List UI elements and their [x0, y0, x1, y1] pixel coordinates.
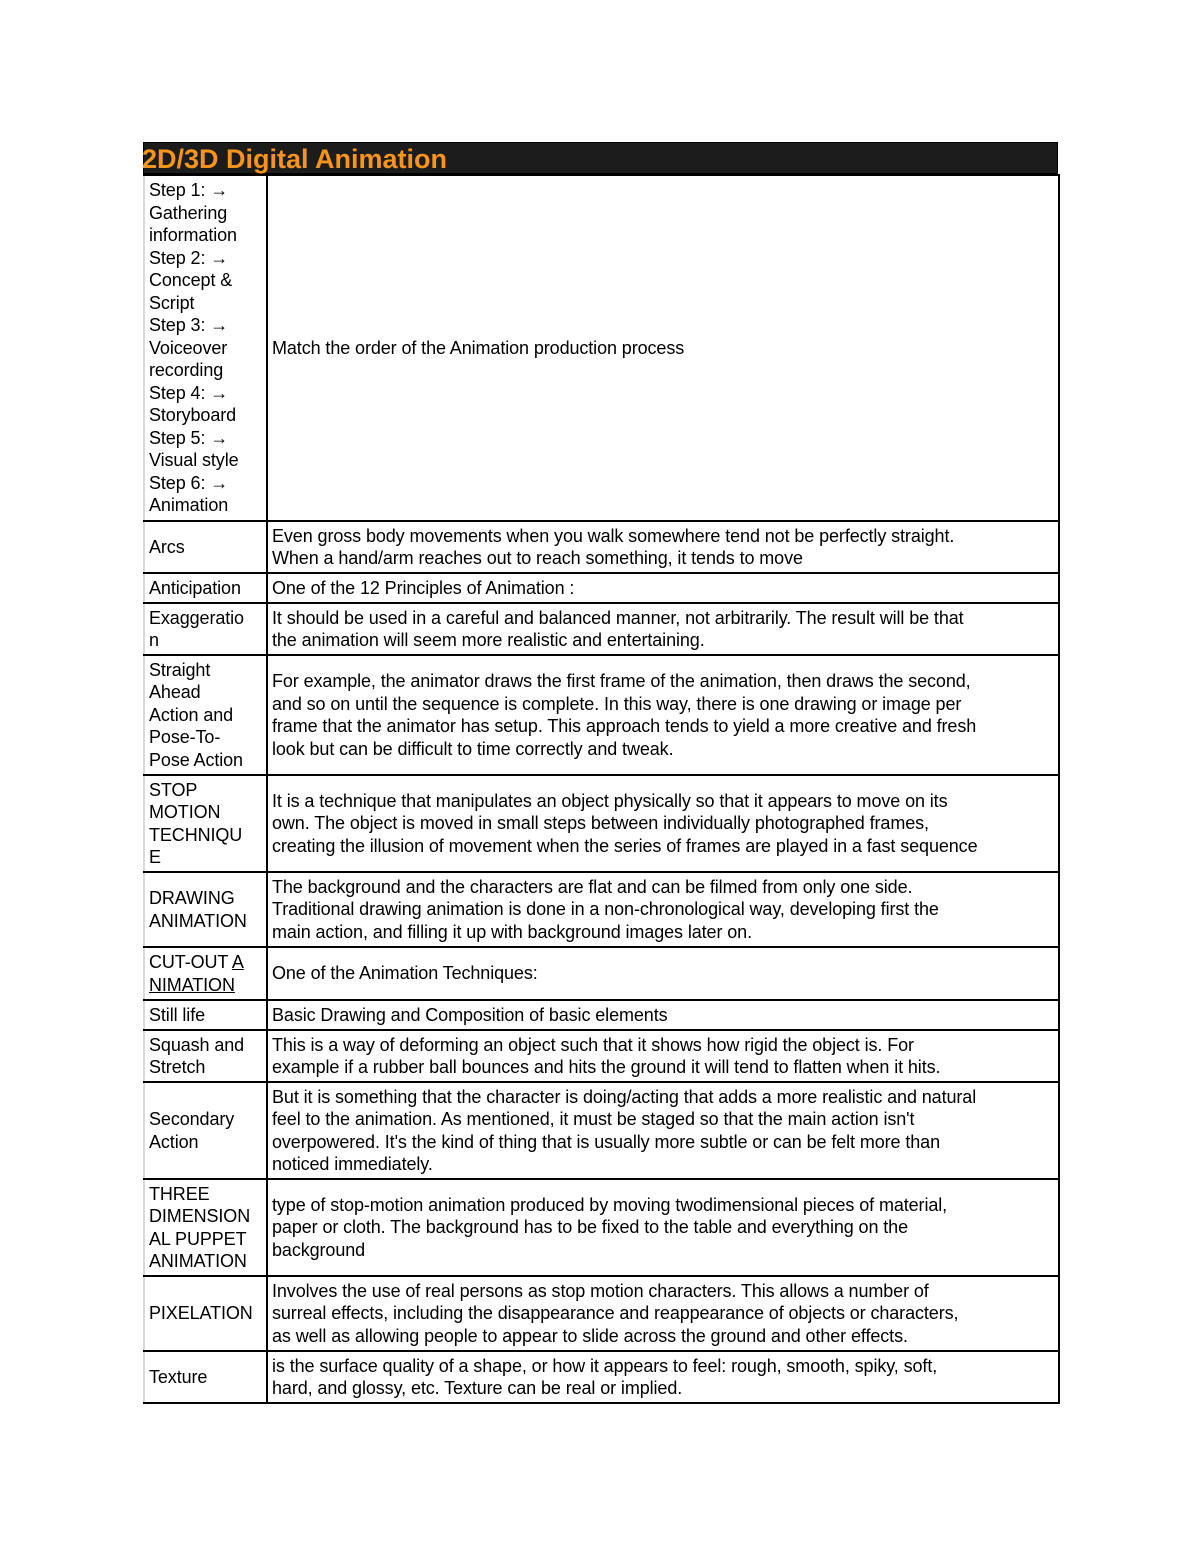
term-line: Animation	[149, 495, 229, 516]
definition-cell	[267, 175, 1059, 521]
term-line: ANIMATION	[149, 910, 247, 931]
table-row	[144, 775, 1059, 872]
term-line: Pose-To-	[149, 727, 221, 748]
definition-line: feel to the animation. As mentioned, it must be staged so that the main action isn't	[272, 1109, 915, 1129]
term-line: ANIMATION	[149, 1251, 247, 1271]
term-line: Step 4: →	[149, 382, 229, 403]
definition-cell	[267, 603, 1059, 655]
term-line: Squash and	[149, 1034, 245, 1055]
term-line: Arcs	[149, 536, 185, 557]
definition-cell	[267, 655, 1059, 775]
definition-line: example if a rubber ball bounces and hits the ground it will tend to flatten when it hits.	[272, 1057, 941, 1077]
definition-line: type of stop-motion animation produced by moving twodimensional pieces of material,	[272, 1194, 948, 1215]
term-line: Script	[149, 292, 195, 313]
definition-line: is the surface quality of a shape, or how it appears to feel: rough, smooth, spiky, soft,	[272, 1355, 938, 1376]
term-line: Straight	[149, 659, 211, 680]
term-line: Visual style	[149, 450, 239, 471]
definition-line: It should be used in a careful and balanced manner, not arbitrarily. The result will be that	[272, 607, 964, 628]
term-line: E	[149, 847, 161, 867]
definition-line: main action, and filling it up with background images later on.	[272, 921, 752, 942]
term-cell	[144, 947, 267, 1000]
definition-line: and so on until the sequence is complete. In this way, there is one drawing or image per	[272, 693, 962, 714]
definition-line: creating the illusion of movement when the series of frames are played in a fast sequence	[272, 835, 978, 856]
term-cell	[144, 1276, 267, 1351]
definition-cell	[267, 573, 1059, 603]
term-cell	[144, 1082, 267, 1179]
definition-cell	[267, 1351, 1059, 1403]
term-line: n	[149, 630, 159, 650]
definition-line: Involves the use of real persons as stop motion characters. This allows a number of	[272, 1280, 929, 1301]
definition-cell	[267, 521, 1059, 573]
table-row	[144, 947, 1059, 1000]
table-row	[144, 521, 1059, 573]
term-cell	[144, 175, 267, 521]
definition-cell	[267, 1030, 1059, 1082]
definition-line: the animation will seem more realistic and entertaining.	[272, 630, 705, 650]
term-line: Pose Action	[149, 749, 243, 770]
table-row	[144, 573, 1059, 603]
term-line: Action and	[149, 704, 234, 725]
term-cell	[144, 603, 267, 655]
definition-cell	[267, 1000, 1059, 1030]
definition-line: look but can be difficult to time correctly and tweak.	[272, 738, 674, 759]
term-line: Secondary	[149, 1109, 235, 1129]
definition-line: Traditional drawing animation is done in a non-chronological way, developing first the	[272, 899, 939, 920]
term-cell	[144, 872, 267, 947]
term-line: Anticipation	[149, 577, 241, 598]
table-row	[144, 1276, 1059, 1351]
term-line: Voiceover	[149, 337, 228, 358]
term-line: MOTION	[149, 802, 221, 822]
term-cell	[144, 521, 267, 573]
term-cell	[144, 655, 267, 775]
term-line: Action	[149, 1131, 199, 1152]
term-line: Still life	[149, 1004, 206, 1025]
term-line: Storyboard	[149, 405, 237, 426]
definition-cell	[267, 1082, 1059, 1179]
term-line-part: CUT-OUT	[149, 952, 232, 972]
term-cell	[144, 775, 267, 872]
definition-line: For example, the animator draws the first frame of the animation, then draws the second,	[272, 671, 971, 691]
definition-cell	[267, 775, 1059, 872]
term-line: information	[149, 225, 237, 246]
term-line-part: A	[231, 952, 244, 972]
term-line: NIMATION	[149, 974, 235, 995]
table-row	[144, 1030, 1059, 1082]
definition-line: frame that the animator has setup. This approach tends to yield a more creative and fresh	[272, 716, 977, 736]
term-line: AL PUPPET	[149, 1228, 247, 1249]
term-cell	[144, 1351, 267, 1403]
definition-line: It is a technique that manipulates an object physically so that it appears to move on its	[272, 790, 948, 811]
title-bar	[143, 142, 1058, 174]
table-row	[144, 1000, 1059, 1030]
term-line: STOP	[149, 779, 198, 800]
table-row	[144, 872, 1059, 947]
term-line: recording	[149, 360, 224, 381]
flashcard-table	[143, 174, 1060, 1404]
term-cell	[144, 1000, 267, 1030]
table-row	[144, 175, 1059, 521]
term-line: Ahead	[149, 682, 201, 703]
term-line: DIMENSION	[149, 1206, 251, 1226]
definition-line: hard, and glossy, etc. Texture can be real or implied.	[272, 1378, 683, 1398]
term-line: Texture	[149, 1366, 208, 1387]
term-line: Stretch	[149, 1057, 206, 1077]
definition-line: One of the Animation Techniques:	[272, 963, 538, 984]
definition-line: own. The object is moved in small steps between individually photographed frames,	[272, 813, 929, 834]
definition-cell	[267, 947, 1059, 1000]
definition-cell	[267, 1276, 1059, 1351]
term-line: Step 2: →	[149, 247, 229, 268]
term-line	[149, 951, 262, 974]
flashcard-sheet	[143, 142, 1058, 1404]
definition-line: background	[272, 1239, 366, 1260]
term-line: Concept &	[149, 270, 233, 291]
definition-line: as well as allowing people to appear to slide across the ground and other effects.	[272, 1325, 908, 1346]
definition-line: The background and the characters are flat and can be filmed from only one side.	[272, 876, 913, 897]
definition-line: When a hand/arm reaches out to reach something, it tends to move	[272, 548, 803, 568]
definition-line: But it is something that the character is doing/acting that adds a more realistic and natural	[272, 1086, 977, 1107]
term-line: Exaggeratio	[149, 607, 244, 628]
term-cell	[144, 1030, 267, 1082]
definition-line: One of the 12 Principles of Animation :	[272, 577, 575, 598]
definition-line: Match the order of the Animation production process	[272, 337, 685, 358]
definition-line: Basic Drawing and Composition of basic elements	[272, 1004, 668, 1025]
page-title: 2D/3D Digital Animation	[142, 144, 448, 174]
table-row	[144, 1351, 1059, 1403]
term-line: Step 5: →	[149, 427, 229, 448]
term-line: Step 6: →	[149, 472, 229, 493]
term-line: DRAWING	[149, 888, 235, 908]
term-line: Gathering	[149, 202, 228, 223]
term-cell	[144, 1179, 267, 1276]
definition-cell	[267, 1179, 1059, 1276]
term-line: PIXELATION	[149, 1303, 253, 1324]
definition-line: Even gross body movements when you walk somewhere tend not be perfectly straight.	[272, 525, 955, 546]
table-row	[144, 1179, 1059, 1276]
term-cell	[144, 573, 267, 603]
term-line: THREE	[149, 1183, 210, 1204]
term-line: Step 1: →	[149, 180, 229, 201]
term-line: TECHNIQU	[149, 824, 243, 845]
definition-line: surreal effects, including the disappearance and reappearance of objects or characters,	[272, 1303, 959, 1324]
definition-line: noticed immediately.	[272, 1154, 433, 1174]
definition-line: overpowered. It's the kind of thing that is usually more subtle or can be felt more than	[272, 1131, 941, 1152]
definition-line: paper or cloth. The background has to be fixed to the table and everything on the	[272, 1217, 909, 1238]
definition-cell	[267, 872, 1059, 947]
table-row	[144, 1082, 1059, 1179]
term-line: Step 3: →	[149, 315, 229, 336]
definition-line: This is a way of deforming an object such that it shows how rigid the object is. For	[272, 1034, 914, 1055]
table-row	[144, 655, 1059, 775]
table-row	[144, 603, 1059, 655]
